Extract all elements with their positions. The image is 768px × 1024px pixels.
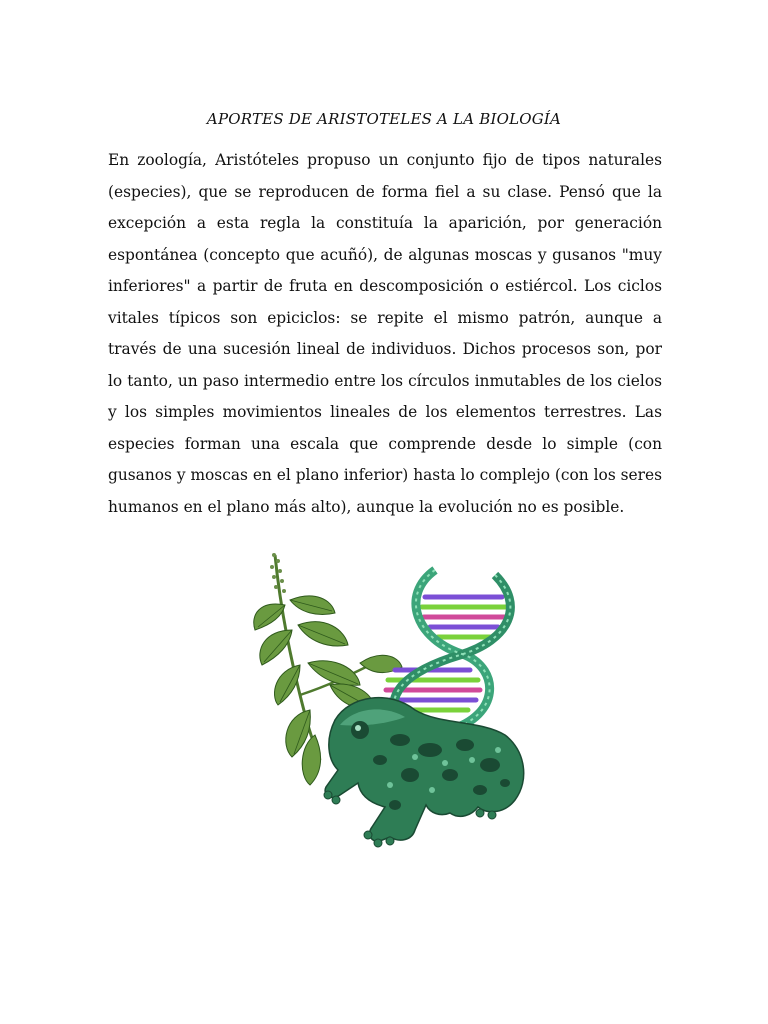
biology-illustration	[240, 545, 540, 855]
body-paragraph: En zoología, Aristóteles propuso un conjunto fijo de tipos naturales (especies), que se reproducen de forma fiel a su clase. Pensó que la excepción a esta regla la constituía la aparición, por generación espontánea (concepto que acuñó), de algunas moscas y gusanos "muy inferiores" a partir de fruta en descomposición o estiércol. Los ciclos vitales típicos son epiciclos: se repite el mismo patrón, aunque a través de una sucesión lineal de individuos. Dichos procesos son, por lo tanto, un paso intermedio entre los círculos inmutables de los cielos y los simples movimientos lineales de los elementos terrestres. Las especies forman una escala que comprende desde lo simple (con gusanos y moscas en el plano inferior) hasta lo complejo (con los seres humanos en el plano más alto), aunque la evolución no es posible.	[108, 151, 662, 516]
page-title: APORTES DE ARISTOTELES A LA BIOLOGÍA	[206, 110, 562, 128]
frog-icon	[324, 698, 524, 847]
